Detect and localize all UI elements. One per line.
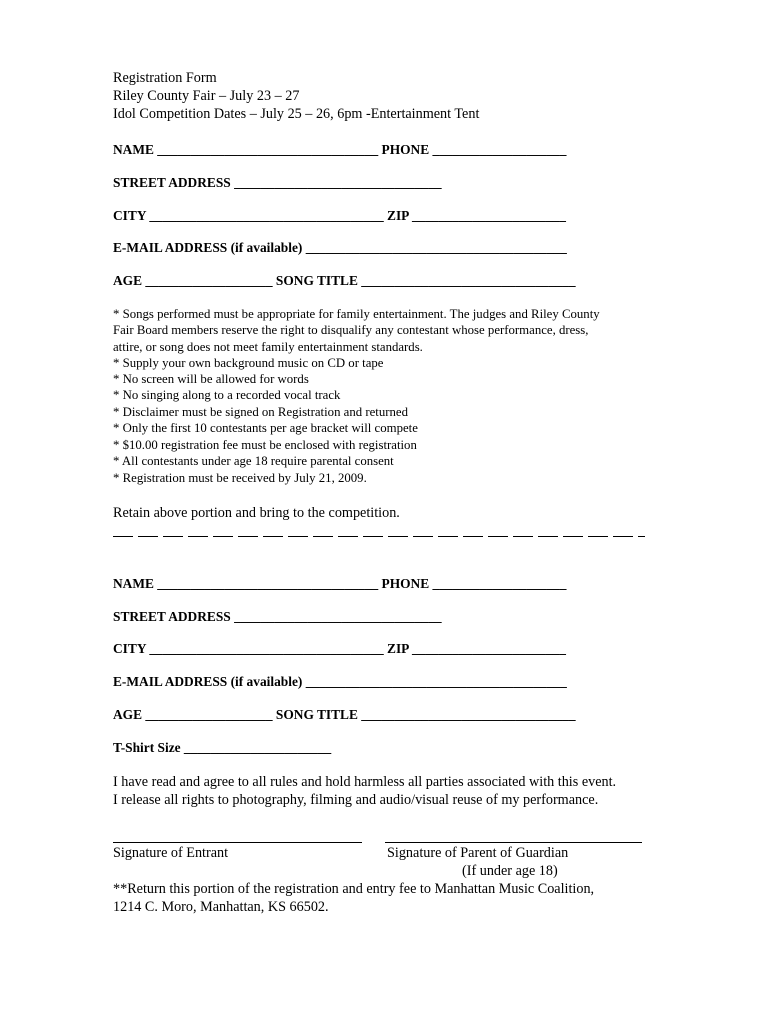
- email-field-2[interactable]: E-MAIL ADDRESS (if available) _______________________________________: [113, 674, 567, 689]
- rule-line: * No singing along to a recorded vocal track: [113, 388, 341, 402]
- entrant-signature-line[interactable]: [113, 842, 362, 843]
- rule-line: * $10.00 registration fee must be enclosed with registration: [113, 438, 417, 452]
- age-song-title-field[interactable]: AGE ___________________ SONG TITLE ________________________________: [113, 273, 576, 288]
- guardian-age-note: (If under age 18): [462, 863, 558, 879]
- street-address-field[interactable]: STREET ADDRESS _______________________________: [113, 175, 442, 190]
- cut-line-divider: [113, 536, 645, 537]
- age-song-title-field-2[interactable]: AGE ___________________ SONG TITLE ________________________________: [113, 707, 576, 722]
- city-zip-field-2[interactable]: CITY ___________________________________ ZIP _______________________: [113, 641, 566, 656]
- email-field[interactable]: E-MAIL ADDRESS (if available) _______________________________________: [113, 240, 567, 255]
- retain-instruction: Retain above portion and bring to the competition.: [113, 505, 400, 521]
- city-zip-field[interactable]: CITY ___________________________________ ZIP _______________________: [113, 208, 566, 223]
- entrant-signature-label: Signature of Entrant: [113, 845, 229, 861]
- release-line: I release all rights to photography, filming and audio/visual reuse of my performance.: [113, 792, 599, 808]
- name-phone-field[interactable]: NAME _________________________________ PHONE ____________________: [113, 142, 567, 157]
- rule-line: * No screen will be allowed for words: [113, 372, 309, 386]
- rule-line: attire, or song does not meet family entertainment standards.: [113, 340, 423, 354]
- form-title: Registration Form: [113, 70, 217, 86]
- street-address-field-2[interactable]: STREET ADDRESS _______________________________: [113, 609, 442, 624]
- tshirt-size-field[interactable]: T-Shirt Size ______________________: [113, 740, 332, 755]
- fair-dates: Riley County Fair – July 23 – 27: [113, 88, 300, 104]
- rule-line: * Supply your own background music on CD or tape: [113, 356, 384, 370]
- guardian-signature-label: Signature of Parent of Guardian: [387, 845, 569, 861]
- rule-line: Fair Board members reserve the right to disqualify any contestant whose performance, dress,: [113, 323, 589, 337]
- competition-dates: Idol Competition Dates – July 25 – 26, 6pm -Entertainment Tent: [113, 106, 480, 122]
- return-address: 1214 C. Moro, Manhattan, KS 66502.: [113, 899, 329, 915]
- rule-line: * All contestants under age 18 require parental consent: [113, 454, 394, 468]
- return-instruction: **Return this portion of the registration and entry fee to Manhattan Music Coalition,: [113, 881, 595, 897]
- name-phone-field-2[interactable]: NAME _________________________________ PHONE ____________________: [113, 576, 567, 591]
- rule-line: * Disclaimer must be signed on Registration and returned: [113, 405, 408, 419]
- rule-line: * Registration must be received by July 21, 2009.: [113, 471, 367, 485]
- rule-line: * Only the first 10 contestants per age bracket will compete: [113, 421, 418, 435]
- rule-line: * Songs performed must be appropriate for family entertainment. The judges and Riley County: [113, 307, 600, 321]
- guardian-signature-line[interactable]: [385, 842, 642, 843]
- agreement-line: I have read and agree to all rules and hold harmless all parties associated with this event.: [113, 774, 617, 790]
